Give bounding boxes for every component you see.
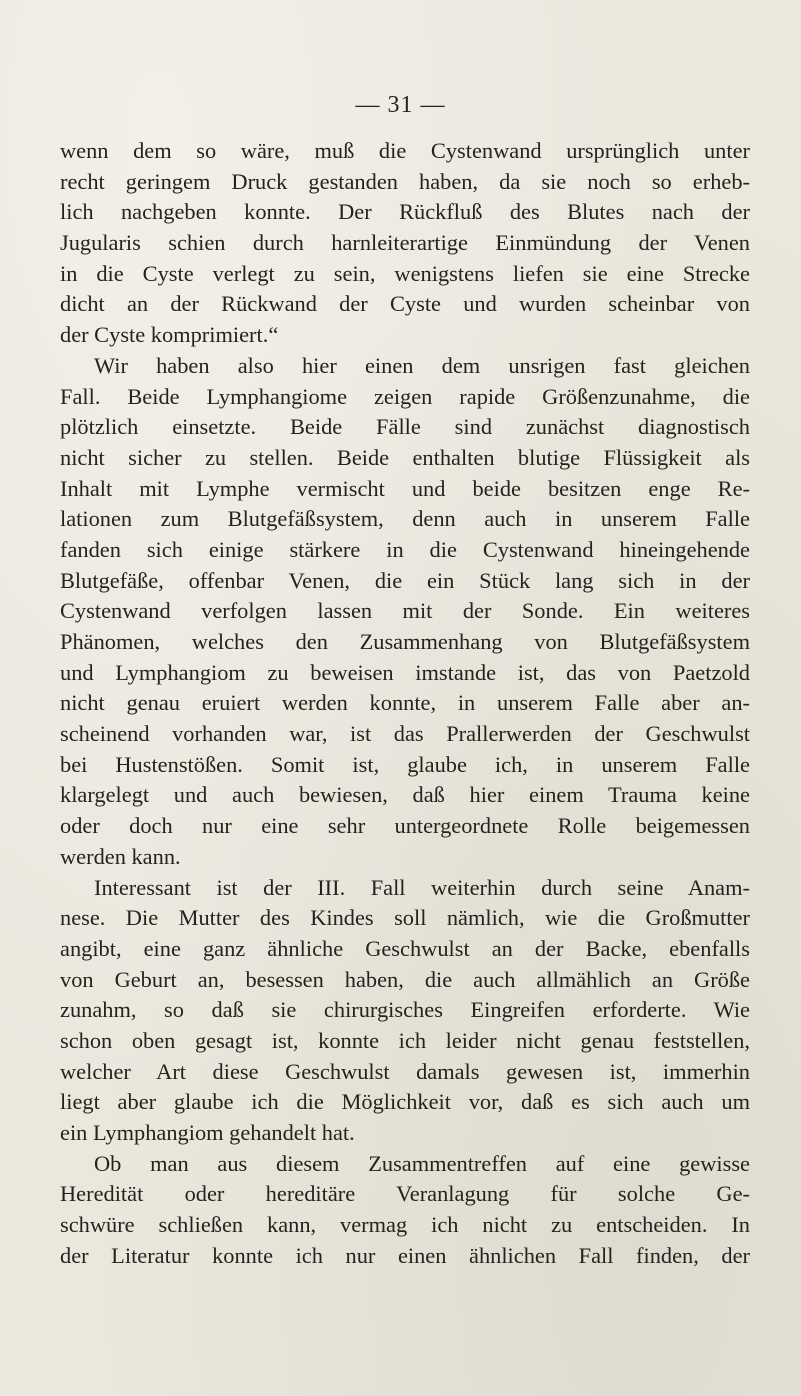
text-line: klargelegt und auch bewiesen, daß hier einem Trauma keine	[60, 782, 750, 808]
text-line: der Literatur konnte ich nur einen ähnlichen Fall finden, der	[60, 1242, 750, 1268]
text-line: lich nachgeben konnte. Der Rückfluß des Blutes nach der	[60, 199, 750, 225]
text-line: werden kann.	[60, 843, 181, 869]
text-line: scheinend vorhanden war, ist das Prallerwerden der Geschwulst	[60, 721, 750, 747]
text-line: dicht an der Rückwand der Cyste und wurden scheinbar von	[60, 291, 750, 317]
text-line: Ob man aus diesem Zusammentreffen auf eine gewisse	[94, 1150, 750, 1176]
text-line: Heredität oder hereditäre Veranlagung für solche Ge-	[60, 1181, 750, 1207]
text-line: recht geringem Druck gestanden haben, da sie noch so erheb-	[60, 168, 750, 194]
text-line: Wir haben also hier einen dem unsrigen fast gleichen	[94, 352, 750, 378]
text-line: plötzlich einsetzte. Beide Fälle sind zunächst diagnostisch	[60, 414, 750, 440]
body-text	[60, 136, 750, 1271]
text-line: Inhalt mit Lymphe vermischt und beide besitzen enge Re-	[60, 475, 750, 501]
text-line: ein Lymphangiom gehandelt hat.	[60, 1120, 355, 1145]
text-line: Phänomen, welches den Zusammenhang von Blutgefäßsystem	[60, 629, 750, 654]
text-line: schwüre schließen kann, vermag ich nicht zu entscheiden. In	[60, 1212, 750, 1238]
text-line: oder doch nur eine sehr untergeordnete Rolle beigemessen	[60, 813, 750, 839]
text-line: fanden sich einige stärkere in die Cystenwand hineingehende	[60, 536, 750, 562]
text-line: bei Hustenstößen. Somit ist, glaube ich, in unserem Falle	[60, 751, 750, 777]
text-line: Jugularis schien durch harnleiterartige Einmündung der Venen	[60, 230, 750, 256]
text-line: Fall. Beide Lymphangiome zeigen rapide Größenzunahme, die	[60, 383, 750, 409]
text-line: nicht sicher zu stellen. Beide enthalten blutige Flüssigkeit als	[60, 444, 750, 470]
text-line: Interessant ist der III. Fall weiterhin durch seine Anam-	[94, 874, 750, 900]
text-line: der Cyste komprimiert.“	[60, 322, 279, 348]
text-line: nicht genau eruiert werden konnte, in unserem Falle aber an-	[60, 690, 750, 716]
text-line: von Geburt an, besessen haben, die auch allmählich an Größe	[60, 966, 750, 992]
text-line: nese. Die Mutter des Kindes soll nämlich, wie die Großmutter	[60, 905, 750, 931]
text-line: angibt, eine ganz ähnliche Geschwulst an der Backe, ebenfalls	[60, 935, 750, 961]
text-line: schon oben gesagt ist, konnte ich leider nicht genau feststellen,	[60, 1027, 750, 1053]
text-line: Blutgefäße, offenbar Venen, die ein Stück lang sich in der	[60, 567, 750, 593]
text-line: und Lymphangiom zu beweisen imstande ist, das von Paetzold	[60, 659, 750, 685]
text-line: wenn dem so wäre, muß die Cystenwand ursprünglich unter	[60, 138, 750, 163]
page-number: — 31 —	[355, 92, 446, 118]
text-line: in die Cyste verlegt zu sein, wenigstens liefen sie eine Strecke	[60, 260, 750, 286]
text-line: welcher Art diese Geschwulst damals gewesen ist, immerhin	[60, 1058, 750, 1084]
text-line: liegt aber glaube ich die Möglichkeit vor, daß es sich auch um	[60, 1089, 750, 1115]
text-line: zunahm, so daß sie chirurgisches Eingreifen erforderte. Wie	[60, 997, 750, 1023]
text-line: Cystenwand verfolgen lassen mit der Sonde. Ein weiteres	[60, 598, 750, 624]
text-line: lationen zum Blutgefäßsystem, denn auch in unserem Falle	[60, 506, 750, 532]
